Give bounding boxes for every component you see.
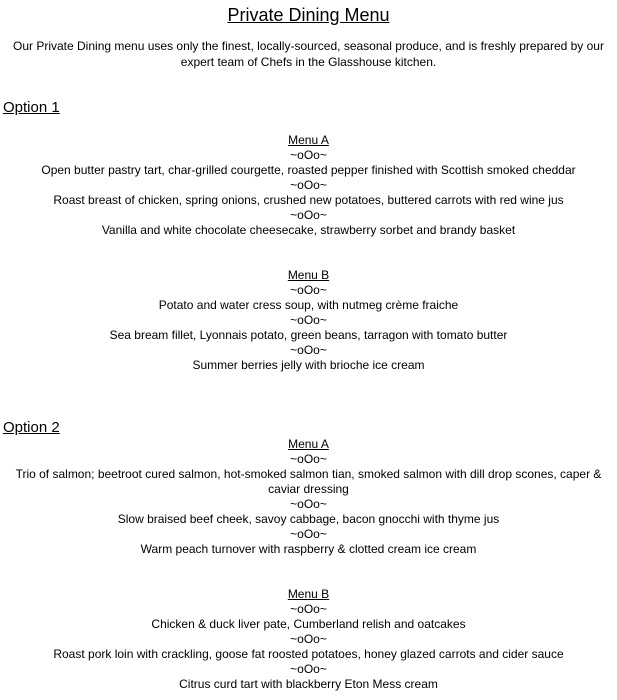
menu-title: Menu A (288, 437, 329, 451)
course-separator: ~oOo~ (290, 497, 327, 511)
option-1-menu-b (4, 268, 613, 373)
menu-title: Menu B (287, 268, 330, 282)
course-separator: ~oOo~ (290, 148, 327, 162)
main-course: Roast pork loin with crackling, goose fat roosted potatoes, honey glazed carrots and cider sauce (53, 647, 564, 661)
dessert-course: Vanilla and white chocolate cheesecake, strawberry sorbet and brandy basket (101, 223, 516, 237)
course-separator: ~oOo~ (290, 662, 327, 676)
starter-course: Chicken & duck liver pate, Cumberland relish and oatcakes (151, 617, 466, 631)
course-separator: ~oOo~ (290, 343, 327, 357)
starter-course: Open butter pastry tart, char-grilled courgette, roasted pepper finished with Scottish smoked cheddar (41, 163, 576, 177)
course-separator: ~oOo~ (290, 313, 327, 327)
option-2-heading: Option 2 (3, 419, 60, 436)
course-separator: ~oOo~ (290, 632, 327, 646)
starter-course: Potato and water cress soup, with nutmeg crème fraiche (158, 298, 459, 312)
menu-title: Menu A (288, 133, 329, 147)
option-2-menu-b (4, 587, 613, 692)
dessert-course: Summer berries jelly with brioche ice cream (192, 358, 425, 372)
option-2-menu-a (4, 437, 613, 557)
main-course: Slow braised beef cheek, savoy cabbage, bacon gnocchi with thyme jus (117, 512, 500, 526)
option-1-menu-a (4, 133, 613, 238)
intro-paragraph: Our Private Dining menu uses only the finest, locally-sourced, seasonal produce, and is freshly prepared by our expert team of Chefs in the Glasshouse kitchen. (13, 39, 604, 69)
main-course: Roast breast of chicken, spring onions, crushed new potatoes, buttered carrots with red wine jus (53, 193, 564, 207)
main-course: Sea bream fillet, Lyonnais potato, green beans, tarragon with tomato butter (109, 328, 508, 342)
page-title: Private Dining Menu (227, 5, 390, 25)
course-separator: ~oOo~ (290, 527, 327, 541)
course-separator: ~oOo~ (290, 178, 327, 192)
course-separator: ~oOo~ (290, 602, 327, 616)
dessert-course: Warm peach turnover with raspberry & clotted cream ice cream (140, 542, 477, 556)
dessert-course: Citrus curd tart with blackberry Eton Mess cream (179, 677, 438, 691)
starter-course: Trio of salmon; beetroot cured salmon, hot-smoked salmon tian, smoked salmon with dill drop scones, caper & caviar dressing (15, 467, 602, 496)
course-separator: ~oOo~ (290, 283, 327, 297)
course-separator: ~oOo~ (290, 452, 327, 466)
option-1-heading: Option 1 (3, 99, 60, 116)
course-separator: ~oOo~ (290, 208, 327, 222)
menu-title: Menu B (287, 587, 330, 601)
